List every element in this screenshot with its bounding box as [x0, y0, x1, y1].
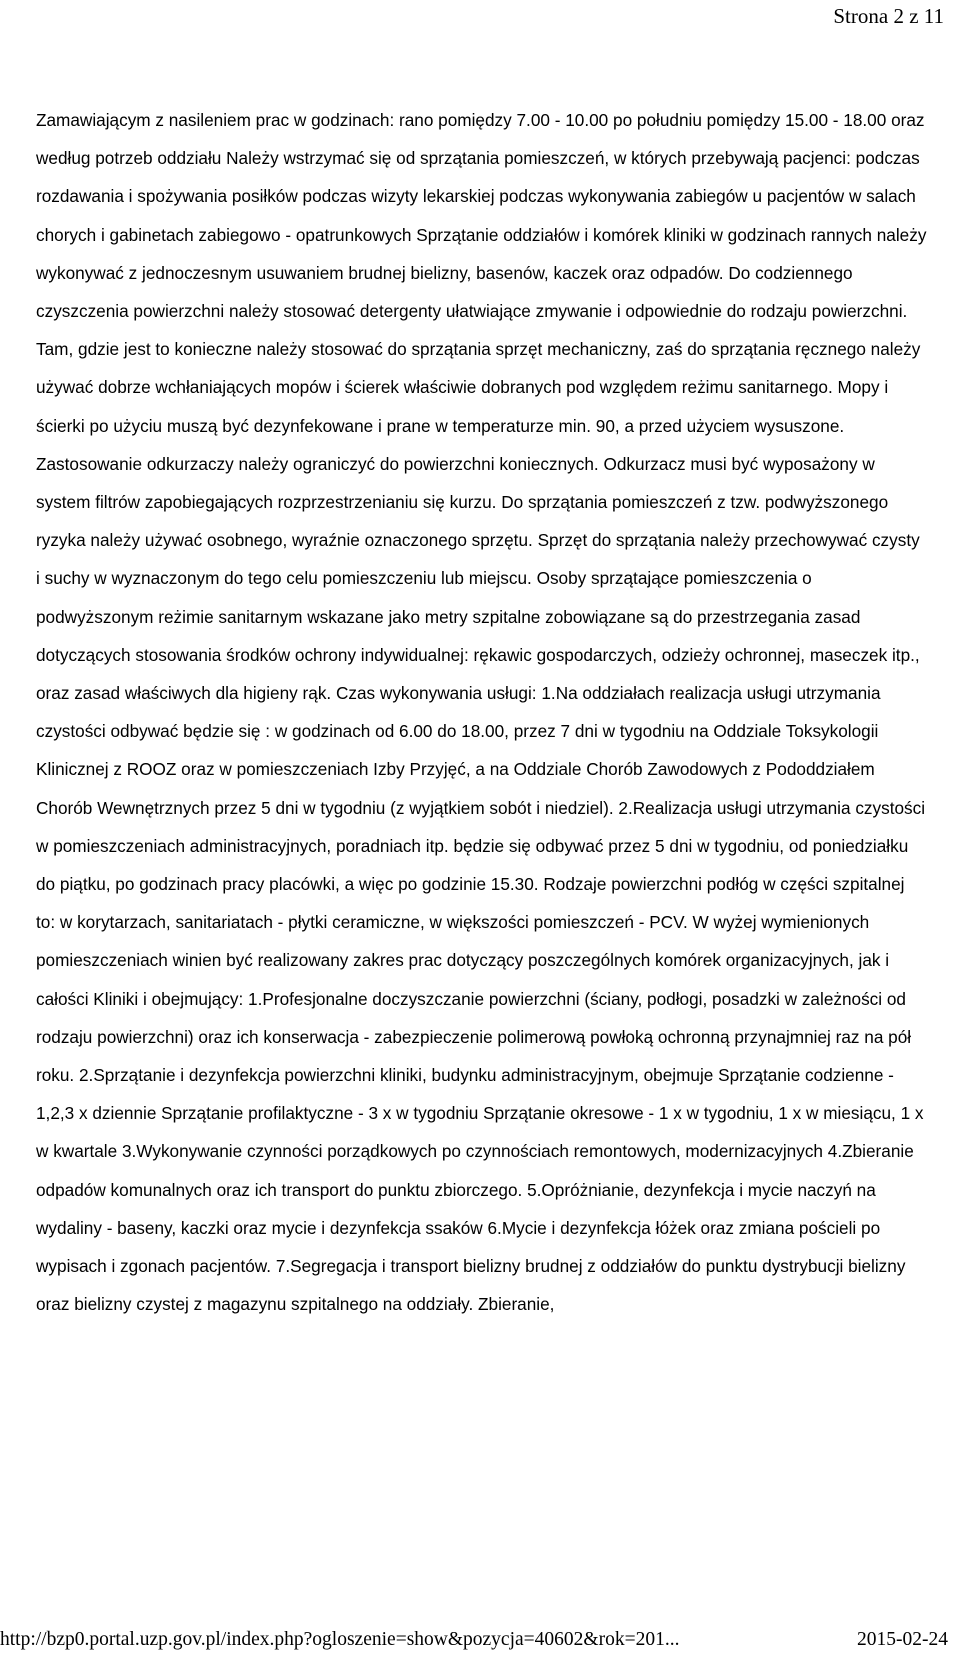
page-footer — [0, 1628, 948, 1652]
body-sentence: Zbieranie, — [478, 1294, 555, 1315]
body-sentence: Mopy i ścierki po użyciu muszą być dezynfekowane i prane w temperaturze min. 90, a przed użyciem wysuszone. — [36, 377, 889, 436]
body-sentence: Tam, gdzie jest to konieczne należy stosować do sprzątania sprzęt mechaniczny, zaś do sprzątania ręcznego należy używać dobrze wchłaniających mopów i ścierek właściwie dobranych pod względem reżimu sanitarnego. — [36, 339, 921, 398]
body-sentence: Odkurzacz musi być wyposażony w system filtrów zapobiegających rozprzestrzenianiu się kurzu. — [36, 453, 875, 513]
body-sentence: 7.Segregacja i transport bielizny brudnej z oddziałów do punktu dystrybucji bielizny oraz bielizny czystej z magazynu szpitalnego na oddziały. — [36, 1256, 906, 1315]
body-sentence: 2.Sprzątanie i dezynfekcja powierzchni kliniki, budynku administracyjnym, obejmuje Sprzątanie codzienne - 1,2,3 x dziennie Sprzątanie profilaktyczne - 3 x w tygodniu Sprzątanie okresowe - 1 x w tygodniu, 1 x w miesiącu, 1 x w kwartale 3.Wykonywanie czynności porządkowych po czynnościach remontowych, modernizacyjnych 4.Zbieranie odpadów komunalnych oraz ich transport do punktu zbiorczego. — [36, 1065, 924, 1200]
print-date: 2015-02-24 — [857, 1629, 948, 1650]
body-sentence: Sprzęt do sprzątania należy przechowywać czysty i suchy w wyznaczonym do tego celu pomieszczeniu lub miejscu. — [36, 530, 920, 589]
body-sentence: Osoby sprzątające pomieszczenia o podwyższonym reżimie sanitarnym wskazane jako metry szpitalne zobowiązane są do przestrzegania zasad dotyczących stosowania środków ochrony indywidualnej: rękawic gospodarczych, odzieży ochronnej, maseczek itp., oraz zasad właściwych dla higieny rąk. — [36, 568, 920, 704]
body-sentence: Do codziennego czyszczenia powierzchni należy stosować detergenty ułatwiające zmywanie i odpowiednie do rodzaju powierzchni. — [36, 262, 908, 322]
body-sentence: Czas wykonywania usługi: 1.Na oddziałach realizacja usługi utrzymania czystości odbywać będzie się : w godzinach od 6.00 do 18.00, przez 7 dni w tygodniu na Oddziale Toksykologii Klinicznej z ROOZ oraz w pomieszczeniach Izby Przyjęć, a na Oddziale Chorób Zawodowych z Pododdziałem Chorób Wewnętrznych przez 5 dni w tygodniu (z wyjątkiem sobót i niedziel). — [36, 683, 881, 818]
page-number: Strona 2 z 11 — [833, 4, 944, 28]
body-sentence: W wyżej wymienionych pomieszczeniach winien być realizowany zakres prac dotyczący poszczególnych komórek organizacyjnych, jak i całości Kliniki i obejmujący: 1.Profesjonalne doczyszczanie powierzchni (ściany, podłogi, posadzki w zależności od rodzaju powierzchni) oraz ich konserwacja - zabezpieczenie polimerową powłoką ochronną przynajmniej raz na pół roku. — [36, 912, 912, 1086]
body-sentence: Zastosowanie odkurzaczy należy ograniczyć do powierzchni koniecznych. — [36, 453, 599, 474]
document-body — [36, 101, 928, 1324]
body-sentence: Rodzaje powierzchni podłóg w części szpitalnej to: w korytarzach, sanitariatach - płytki ceramiczne, w większości pomieszczeń - PCV. — [36, 874, 905, 933]
body-sentence: Do sprzątania pomieszczeń z tzw. podwyższonego ryzyka należy używać osobnego, wyraźnie oznaczonego sprzętu. — [36, 492, 889, 551]
body-sentence: 2.Realizacja usługi utrzymania czystości w pomieszczeniach administracyjnych, poradniach itp. będzie się odbywać przez 5 dni w tygodniu, od poniedziałku do piątku, po godzinach pracy placówki, a więc po godzinie 15.30. — [36, 797, 926, 895]
body-sentence: Zamawiającym z nasileniem prac w godzinach: rano pomiędzy 7.00 - 10.00 po południu pomiędzy 15.00 - 18.00 oraz według potrzeb oddziału Należy wstrzymać się od sprzątania pomieszczeń, w których przebywają pacjenci: podczas rozdawania i spożywania posiłków podczas wizyty lekarskiej podczas wykonywania zabiegów u pacjentów w salach chorych i gabinetach zabiegowo - opatrunkowych Sprzątanie oddziałów i komórek kliniki w godzinach rannych należy wykonywać z jednoczesnym usuwaniem brudnej bielizny, basenów, kaczek oraz odpadów. — [36, 110, 927, 283]
body-sentence: 5.Opróżnianie, dezynfekcja i mycie naczyń na wydaliny - baseny, kaczki oraz mycie i dezynfekcja ssaków 6.Mycie i dezynfekcja łóżek oraz zmiana pościeli po wypisach i zgonach pacjentów. — [36, 1179, 881, 1277]
source-url[interactable]: http://bzp0.portal.uzp.gov.pl/index.php?ogloszenie=show&pozycja=40602&rok=201... — [0, 1629, 680, 1650]
